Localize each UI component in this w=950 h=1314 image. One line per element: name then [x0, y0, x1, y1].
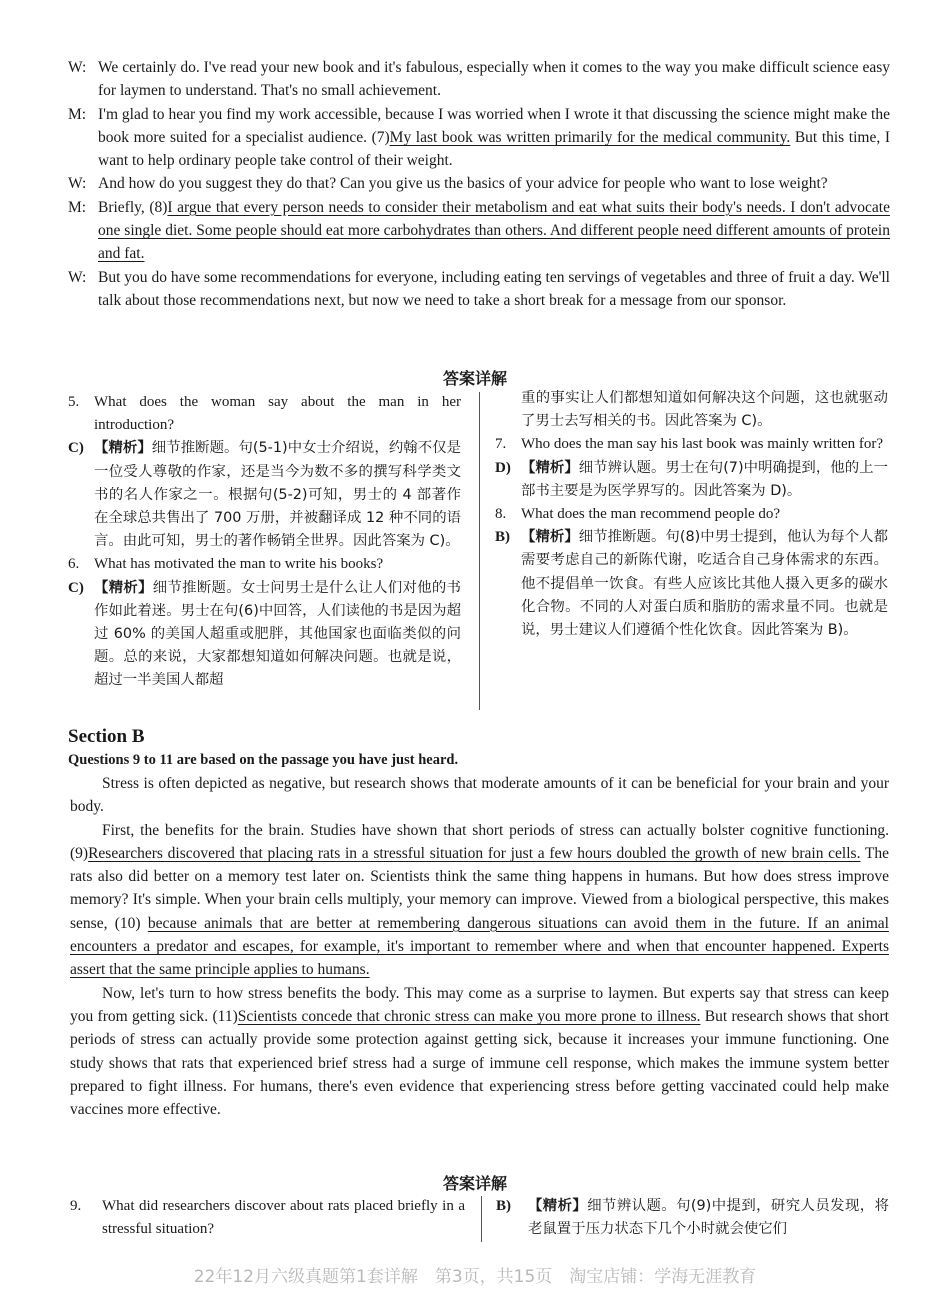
- answer-letter: C): [68, 579, 84, 596]
- analysis-text: 细节辨认题。男士在句(7)中明确提到，他的上一部书主要是为医学界写的。因此答案为 D)。: [521, 459, 888, 499]
- question-5: [68, 391, 461, 437]
- answer-letter: C): [68, 440, 84, 457]
- answer-9: [496, 1195, 889, 1241]
- paragraph-text: First, the benefits for the brain. Studies have shown that short periods of stress can actually bolster cognitive functioning. (9): [70, 821, 889, 862]
- paragraph-text: Now, let's turn to how stress benefits the body. This may come as a surprise to laymen. But experts say that stress can keep you from getting sick. (11): [70, 984, 889, 1025]
- speaker-label: M:: [68, 198, 87, 216]
- dialogue-turn: [68, 172, 890, 195]
- question-text: What does the man recommend people do?: [521, 506, 781, 523]
- turn-text: I'm glad to hear you find my work accessible, because I was worried when I wrote it that discussing the science might make the book more suited for a specialist audience. (7): [98, 105, 890, 146]
- section-b-instructions: Questions 9 to 11 are based on the passage you have just heard.: [68, 752, 459, 768]
- underlined-answer-8: I argue that every person needs to consider their metabolism and eat what suits their body's needs. I don't advocate one single diet. Some people should eat more carbohydrates than others. And different people need different amounts of protein and fat.: [98, 198, 890, 263]
- question-9: [70, 1195, 465, 1241]
- right-answer-column: [495, 387, 888, 642]
- column-divider: [479, 392, 480, 710]
- speaker-label: M:: [68, 105, 87, 123]
- speaker-label: W:: [68, 268, 87, 286]
- answer-explanation-heading: 答案详解: [442, 369, 507, 388]
- analysis-text: 细节推断题。句(8)中男士提到，他认为每个人都需要考虑自己的新陈代谢，吃适合自己身体需求的东西。他不提倡单一饮食。有些人应该比其他人摄入更多的碳水化合物。不同的人对蛋白质和脂肪的需求量不同。也就是说，男士建议人们遵循个性化饮食。因此答案为 B)。: [521, 529, 888, 639]
- dialogue-turn: [68, 56, 890, 103]
- bottom-left-column: [70, 1195, 465, 1241]
- underlined-answer-7: My last book was written primarily for the medical community.: [389, 128, 791, 146]
- page-footer-watermark: 22年12月六级真题第1套详解 第3页，共15页 淘宝店铺：学海无涯教育: [193, 1267, 757, 1287]
- passage-paragraph: [70, 819, 889, 982]
- question-text: Who does the man say his last book was mainly written for?: [521, 436, 884, 453]
- question-number: 6.: [68, 556, 80, 573]
- underlined-answer-11: Scientists concede that chronic stress can make you more prone to illness.: [237, 1007, 701, 1025]
- answer-5: [68, 437, 461, 553]
- analysis-tag: 【精析】: [528, 1198, 588, 1214]
- answer-explanation-heading-2: 答案详解: [442, 1174, 507, 1193]
- paragraph-text: But research shows that short periods of stress can actually provide some protection against getting sick, because it increases your immune functioning. One study shows that rats that experienced brief stress had a surge of immune cell response, which makes the immune system better prepared to fight illness. For humans, there's even evidence that experiencing stress before getting vaccinated could help make vaccines more effective.: [70, 1007, 889, 1119]
- passage-paragraph: [70, 982, 889, 1122]
- turn-text: But you do have some recommendations for everyone, including eating ten servings of vegetables and three of fruit a day. We'll talk about those recommendations next, but now we need to take a short break for a message from our sponsor.: [98, 268, 890, 309]
- answer-8: [495, 526, 888, 642]
- speaker-label: W:: [68, 59, 87, 76]
- analysis-tag: 【精析】: [94, 440, 152, 457]
- question-text: What did researchers discover about rats placed briefly in a stressful situation?: [102, 1198, 465, 1238]
- dialogue-turn: [68, 196, 890, 266]
- paragraph-text: The rats also did better on a memory test later on. Scientists think the same thing happens in humans. But how does stress improve memory? It's simple. When your brain cells multiply, your memory can improve. Viewed from a biological perspective, this makes sense, (10): [70, 844, 889, 932]
- question-text: What has motivated the man to write his books?: [94, 556, 384, 573]
- question-text: What does the woman say about the man in her introduction?: [94, 394, 461, 434]
- question-number: 9.: [70, 1198, 82, 1214]
- bottom-right-column: [496, 1195, 889, 1241]
- analysis-text: 细节辨认题。句(9)中提到，研究人员发现，将老鼠置于压力状态下几个小时就会使它们: [528, 1198, 889, 1238]
- answer-7: [495, 457, 888, 503]
- answer-6: [68, 577, 461, 693]
- question-6: [68, 553, 461, 576]
- section-b-title: Section B: [68, 726, 145, 747]
- dialogue-turn: [68, 266, 890, 313]
- passage-paragraph: Stress is often depicted as negative, but research shows that moderate amounts of it can be beneficial for your brain and your body.: [70, 775, 889, 816]
- analysis-tag: 【精析】: [521, 459, 579, 476]
- question-7: [495, 433, 888, 456]
- turn-text: But this time, I want to help ordinary people take control of their weight.: [98, 128, 890, 170]
- answer-letter: B): [496, 1198, 511, 1214]
- answer-6-continued: 重的事实让人们都想知道如何解决这个问题，这也就驱动了男士去写相关的书。因此答案为 C)。: [521, 390, 888, 430]
- analysis-text: 细节推断题。女士问男士是什么让人们对他的书作如此着迷。男士在句(6)中回答，人们读他的书是因为超过 60% 的美国人超重或肥胖，其他国家也面临类似的问题。总的来说，大家都想知道如何解决问题。也就是说，超过一半美国人都超: [94, 579, 461, 689]
- column-divider-2: [481, 1196, 482, 1242]
- dialogue-turn: [68, 103, 890, 173]
- analysis-tag: 【精析】: [521, 529, 579, 546]
- question-number: 7.: [495, 436, 507, 453]
- turn-text: We certainly do. I've read your new book and it's fabulous, especially when it comes to the way you make difficult science easy for laymen to understand. That's no small achievement.: [98, 59, 890, 100]
- underlined-answer-9: Researchers discovered that placing rats in a stressful situation for just a few hours doubled the growth of new brain cells.: [88, 844, 861, 862]
- turn-text: And how do you suggest they do that? Can you give us the basics of your advice for people who want to lose weight?: [98, 175, 828, 193]
- question-8: [495, 503, 888, 526]
- answer-letter: B): [495, 529, 510, 546]
- analysis-tag: 【精析】: [94, 579, 153, 596]
- question-number: 8.: [495, 506, 507, 523]
- analysis-text: 细节推断题。句(5-1)中女士介绍说，约翰不仅是一位受人尊敬的作家，还是当今为数不多的撰写科学类文书的名人作家之一。根据句(5-2)可知，男士的 4 部著作在全球总共售出了 700 万册，并被翻译成 12 种不同的语言。由此可知，男士的著作畅销全世界。因此答案为 C)。: [94, 440, 461, 550]
- underlined-answer-10: because animals that are better at remembering dangerous situations can avoid them in the future. If an animal encounters a predator and escapes, for example, it's important to remember where and when that encounter happened. Experts assert that the same principle applies to humans.: [70, 914, 889, 979]
- left-answer-column: [68, 391, 461, 693]
- turn-text: Briefly, (8): [98, 198, 168, 216]
- dialogue-block: [68, 56, 890, 312]
- speaker-label: W:: [68, 175, 87, 193]
- answer-letter: D): [495, 459, 511, 476]
- question-number: 5.: [68, 394, 80, 410]
- section-b-passage: [70, 772, 889, 1121]
